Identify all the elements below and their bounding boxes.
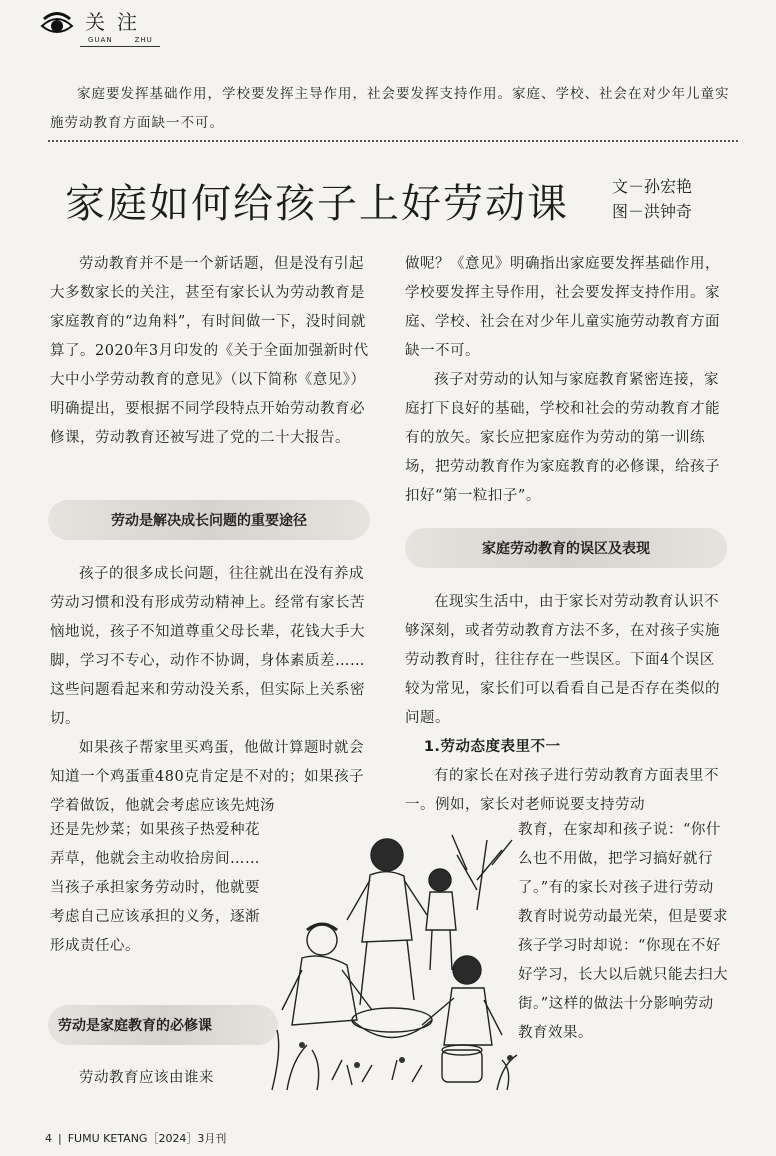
paragraph: 在现实生活中，由于家长对劳动教育认识不够深刻，或者劳动教育方法不多，在对孩子实施劳动教育时，往往存在一些误区。下面4个误区较为常见，家长们可以看看自己是否存在类似的问题。	[405, 594, 720, 726]
magazine-issue: FUMU KETANG［2024］3月刊	[67, 1132, 227, 1145]
subheading: 1.劳动态度表里不一	[423, 739, 561, 755]
pinyin-guan: GUAN	[88, 36, 113, 44]
dotted-divider	[48, 140, 738, 142]
family-gardening-illustration	[262, 820, 524, 1100]
summary-text: 家庭要发挥基础作用，学校要发挥主导作用，社会要发挥支持作用。家庭、学校、社会在对少年儿童实施劳动教育方面缺一不可。	[50, 86, 730, 131]
section-heading-banner: 劳动是解决成长问题的重要途径	[48, 500, 370, 540]
article-credits	[612, 174, 692, 224]
paragraph-continued: 做呢？《意见》明确指出家庭要发挥基础作用，学校要发挥主导作用，社会要发挥支持作用。家庭、学校、社会在对少年儿童实施劳动教育方面缺一不可。	[405, 256, 720, 359]
paragraph: 劳动教育并不是一个新话题，但是没有引起大多数家长的关注，甚至有家长认为劳动教育是家庭教育的“边角料”，有时间做一下，没时间就算了。2020年3月印发的《关于全面加强新时代大中小学劳动教育的意见》（以下简称《意见》）明确提出，要根据不同学段特点开始劳动教育必修课，劳动教育还被写进了党的二十大报告。	[50, 256, 369, 446]
col1-section1	[50, 560, 372, 821]
paragraph: 有的家长在对孩子进行劳动教育方面表里不一。例如，家长对老师说要支持劳动	[405, 768, 719, 813]
col2-section3	[405, 588, 727, 820]
section-title: 关注	[85, 10, 149, 34]
article-summary	[50, 80, 740, 138]
article-title: 家庭如何给孩子上好劳动课	[65, 181, 569, 227]
footer-separator: |	[58, 1132, 62, 1145]
paragraph-continued: 还是先炒菜；如果孩子热爱种花弄草，他就会主动收拾房间……当孩子承担家务劳动时，他就要考虑自己应该承担的义务，逐渐形成责任心。	[50, 822, 260, 954]
col1-intro	[50, 250, 372, 453]
col1-wrap-text	[50, 816, 270, 961]
eye-logo-icon	[40, 10, 74, 40]
illustrator-credit: 图－洪钟奇	[612, 202, 693, 221]
paragraph: 劳动教育应该由谁来	[79, 1070, 214, 1086]
col2-wrap-text	[518, 816, 728, 1048]
paragraph: 如果孩子帮家里买鸡蛋，他做计算题时就会知道一个鸡蛋重480克肯定是不对的；如果孩子学着做饭，他就会考虑应该先炖汤	[50, 740, 365, 814]
header-rule	[80, 46, 160, 47]
page-number: 4	[45, 1132, 52, 1145]
section-heading-banner: 家庭劳动教育的误区及表现	[405, 528, 727, 568]
paragraph-continued: 教育，在家却和孩子说：“你什么也不用做，把学习搞好就行了。”有的家长对孩子进行劳动教育时说劳动最光荣，但是要求孩子学习时却说：“你现在不好好学习，长大以后就只能去扫大街。”这样的做法十分影响劳动教育效果。	[518, 822, 728, 1041]
paragraph: 孩子的很多成长问题，往往就出在没有养成劳动习惯和没有形成劳动精神上。经常有家长苦恼地说，孩子不知道尊重父母长辈，花钱大手大脚，学习不专心，动作不协调，身体素质差……这些问题看起来和劳动没关系，但实际上关系密切。	[50, 566, 365, 727]
pinyin-zhu: ZHU	[134, 36, 153, 44]
section-heading-banner: 劳动是家庭教育的必修课	[48, 1005, 278, 1045]
paragraph: 孩子对劳动的认知与家庭教育紧密连接，家庭打下良好的基础，学校和社会的劳动教育才能有的放矢。家长应把家庭作为劳动的第一训练场，把劳动教育作为家庭教育的必修课，给孩子扣好“第一粒扣子”。	[405, 372, 720, 504]
section-pinyin	[88, 36, 175, 44]
col2-top	[405, 250, 727, 511]
page-footer	[45, 1130, 232, 1146]
author-credit: 文－孙宏艳	[612, 177, 693, 196]
col1-section2	[50, 1064, 290, 1093]
